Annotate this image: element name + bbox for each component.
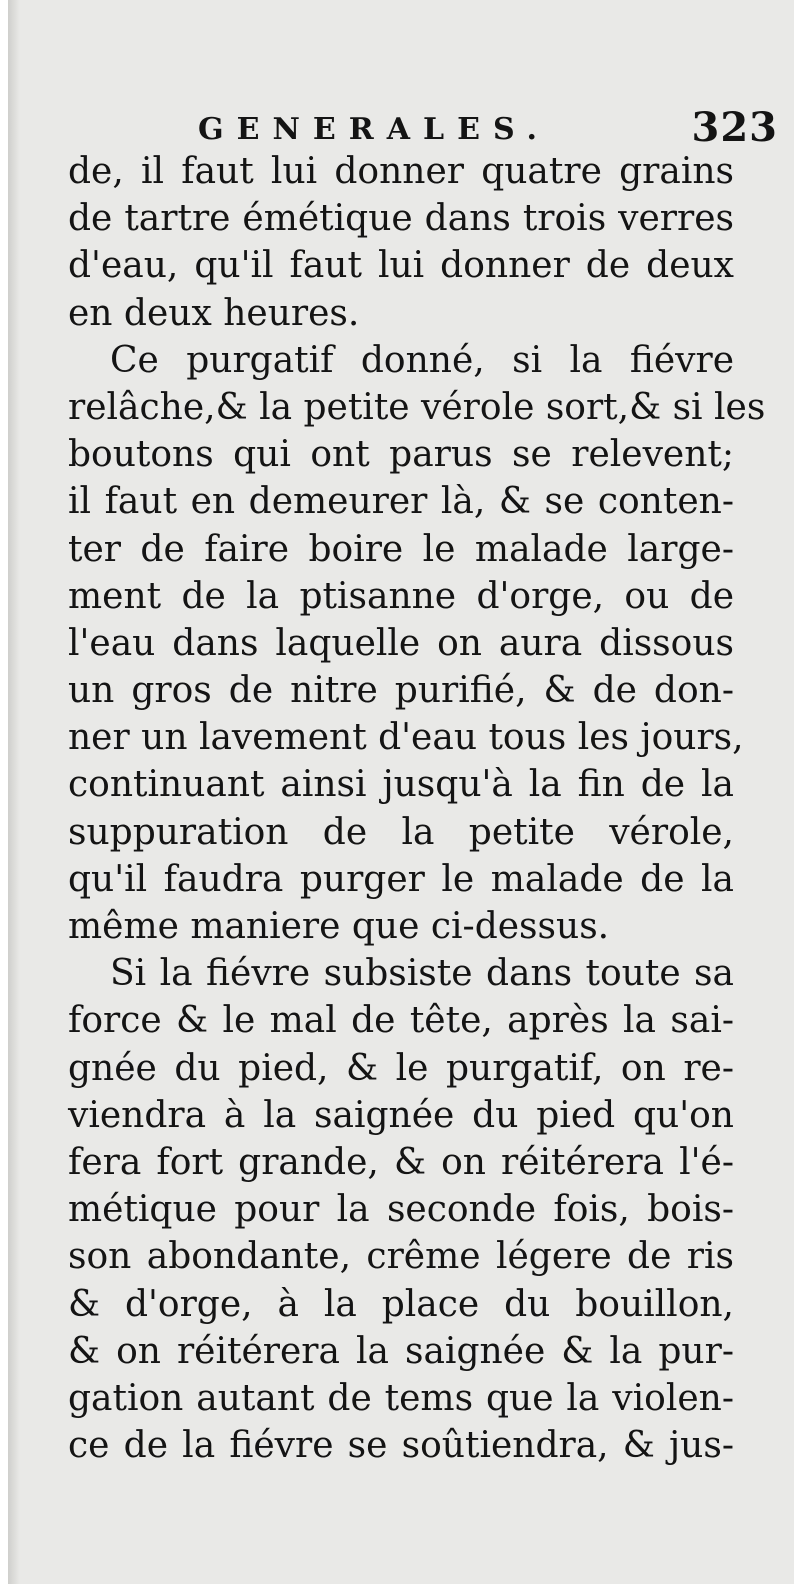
text-line: Si la fiévre subsiste dans toute sa (110, 953, 734, 995)
text-line: fera fort grande, & on réitérera l'é- (68, 1141, 734, 1183)
page-edge-shadow (8, 0, 20, 1584)
text-line: son abondante, crême légere de ris (68, 1236, 734, 1278)
text-line: ter de faire boire le malade large- (68, 528, 734, 570)
text-line: ce de la fiévre se soûtiendra, & jus- (68, 1425, 734, 1467)
text-line: continuant ainsi jusqu'à la fin de la (68, 764, 734, 806)
page-header (198, 104, 778, 154)
text-line: Ce purgatif donné, si la fiévre (110, 339, 734, 381)
text-line: suppuration de la petite vérole, (68, 811, 734, 853)
page-number: 323 (691, 104, 778, 151)
text-line: relâche,& la petite vérole sort,& si les (68, 386, 766, 428)
text-line: l'eau dans laquelle on aura dissous (68, 622, 734, 664)
text-line: qu'il faudra purger le malade de la (68, 858, 734, 900)
text-body (68, 148, 766, 1469)
text-line: ment de la ptisanne d'orge, ou de (68, 575, 734, 617)
text-line: de, il faut lui donner quatre grains (68, 151, 734, 192)
text-line: & d'orge, à la place du bouillon, (68, 1283, 734, 1325)
text-line: de tartre émétique dans trois verres (68, 198, 734, 240)
text-line: un gros de nitre purifié, & de don- (68, 670, 734, 712)
text-line: force & le mal de tête, après la sai- (68, 1000, 734, 1042)
running-head: GENERALES. (198, 112, 550, 147)
text-line: même maniere que ci-dessus. (68, 906, 610, 947)
text-line: boutons qui ont parus se relevent; (68, 434, 734, 476)
text-line: il faut en demeurer là, & se conten- (68, 481, 734, 523)
text-line: d'eau, qu'il faut lui donner de deux (68, 245, 734, 287)
text-line: gation autant de tems que la violen- (68, 1377, 734, 1419)
text-line: viendra à la saignée du pied qu'on (68, 1094, 734, 1136)
text-line: gnée du pied, & le purgatif, on re- (68, 1047, 734, 1089)
text-line: en deux heures. (68, 292, 360, 334)
text-line: ner un lavement d'eau tous les jours, (68, 717, 744, 759)
text-line: métique pour la seconde fois, bois- (68, 1189, 734, 1231)
text-line: & on réitérera la saignée & la pur- (68, 1330, 734, 1372)
book-page (8, 0, 794, 1584)
